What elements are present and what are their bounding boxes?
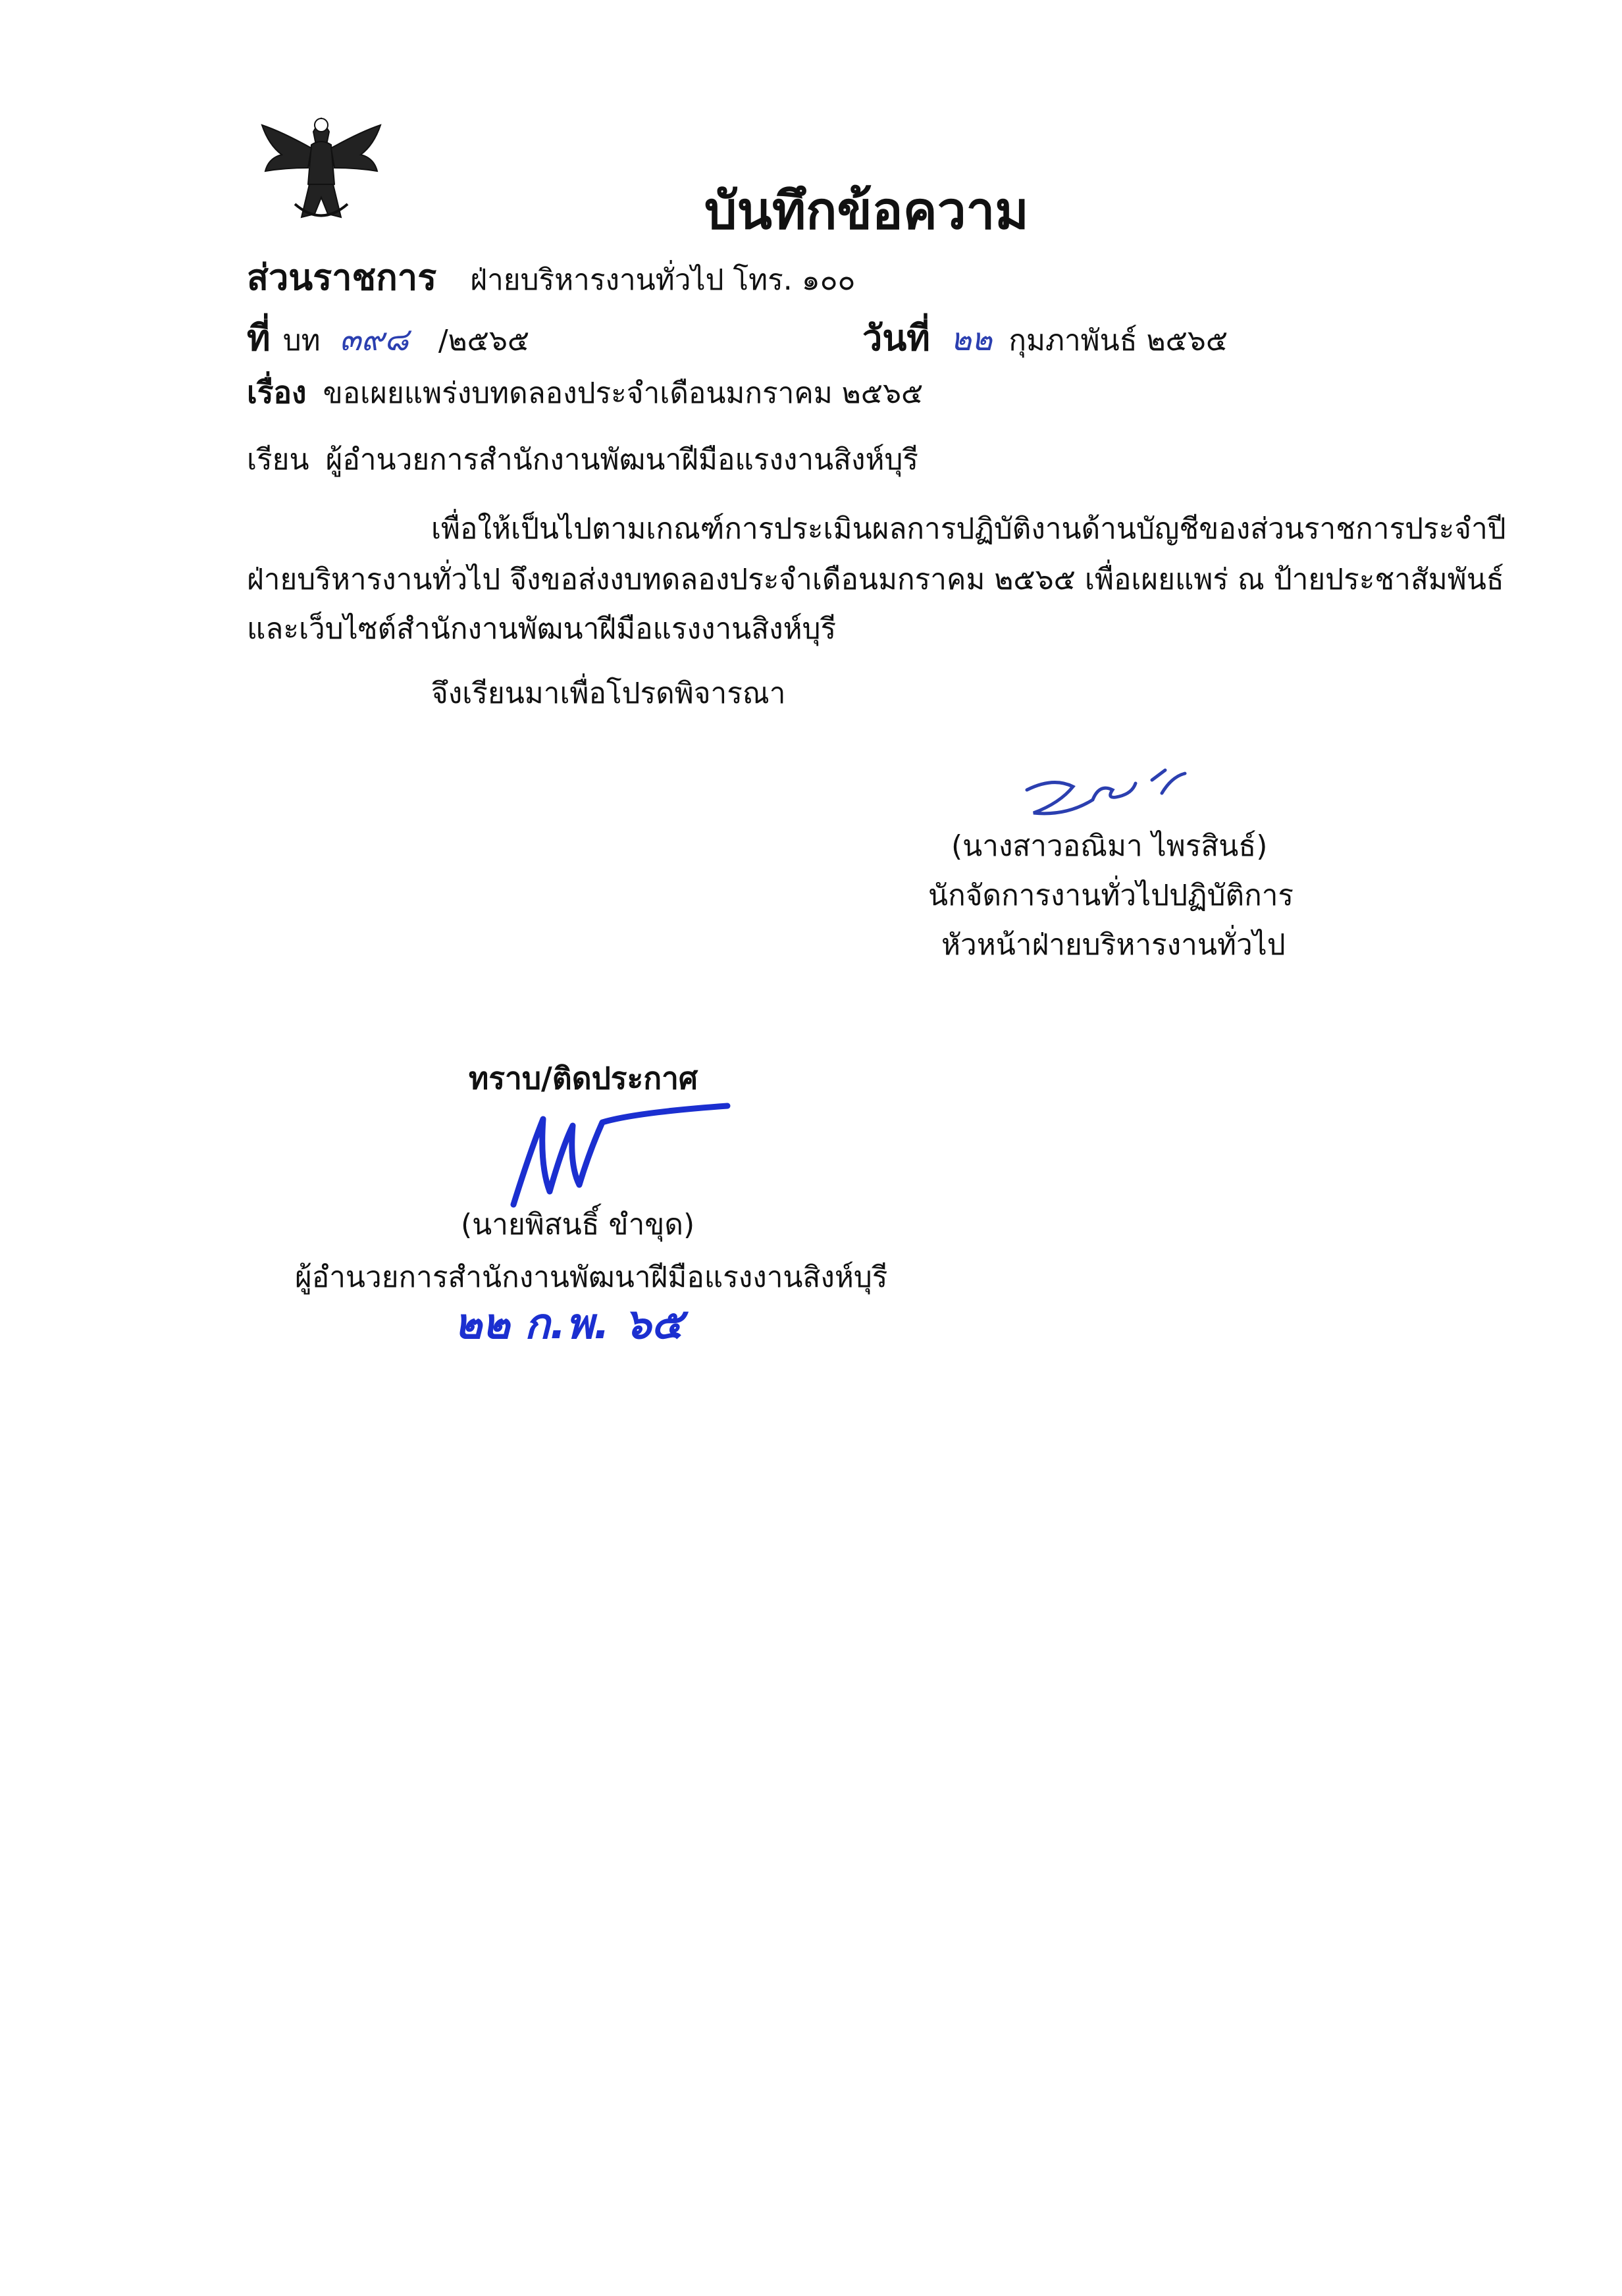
document-number-label: ที่ — [247, 317, 271, 359]
signatory-position-2: หัวหน้าฝ่ายบริหารงานทั่วไป — [941, 928, 1286, 962]
document-number-row — [247, 309, 529, 366]
department-row — [247, 249, 855, 305]
document-number-suffix: /๒๕๖๕ — [438, 324, 530, 357]
body-line-1: เพื่อให้เป็นไปตามเกณฑ์การประเมินผลการปฏิบัติงานด้านบัญชีของส่วนราชการประจำปี — [431, 512, 1506, 546]
subject-value: ขอเผยแพร่งบทดลองประจำเดือนมกราคม ๒๕๖๕ — [323, 377, 924, 410]
department-value: ฝ่ายบริหารงานทั่วไป โทร. ๑๐๐ — [470, 263, 856, 297]
memo-title: บันทึกข้อความ — [704, 182, 1029, 241]
signatory-name: (นางสาวอณิมา ไพรสินธ์) — [951, 829, 1268, 863]
body-line-2: ฝ่ายบริหารงานทั่วไป จึงขอส่งงบทดลองประจำเดือนมกราคม ๒๕๖๕ เพื่อเผยแพร่ ณ ป้ายประชาสัมพันธ์ — [247, 563, 1504, 596]
salutation-value: ผู้อำนวยการสำนักงานพัฒนาฝีมือแรงงานสิงห์บุรี — [325, 443, 919, 477]
document-number-handwritten: ๓๙๘ — [339, 321, 409, 358]
department-label: ส่วนราชการ — [247, 257, 437, 298]
signatory-position-1: นักจัดการงานทั่วไปปฏิบัติการ — [928, 879, 1294, 912]
document-number-prefix: บท — [282, 324, 321, 357]
date-row — [862, 309, 1228, 366]
salutation-label: เรียน — [247, 443, 309, 477]
approval-date-handwritten: ๒๒ ก.พ. ๖๕ — [454, 1300, 683, 1349]
signatory-signature-icon — [1014, 764, 1191, 823]
approver-position: ผู้อำนวยการสำนักงานพัฒนาฝีมือแรงงานสิงห์บุรี — [295, 1261, 888, 1294]
date-label: วันที่ — [862, 317, 930, 359]
salutation-row — [247, 436, 918, 483]
date-day-handwritten: ๒๒ — [950, 321, 993, 358]
closing-line: จึงเรียนมาเพื่อโปรดพิจารณา — [431, 677, 786, 710]
approver-name: (นายพิสนธิ์ ขำขุด) — [461, 1208, 695, 1241]
subject-row — [247, 369, 923, 417]
subject-label: เรื่อง — [247, 375, 307, 410]
date-rest: กุมภาพันธ์ ๒๕๖๕ — [1008, 324, 1228, 357]
approver-signature-icon — [504, 1093, 734, 1211]
garuda-emblem-icon — [255, 105, 387, 230]
approval-note: ทราบ/ติดประกาศ — [469, 1060, 698, 1096]
body-line-3: และเว็บไซต์สำนักงานพัฒนาฝีมือแรงงานสิงห์บุรี — [247, 612, 837, 646]
